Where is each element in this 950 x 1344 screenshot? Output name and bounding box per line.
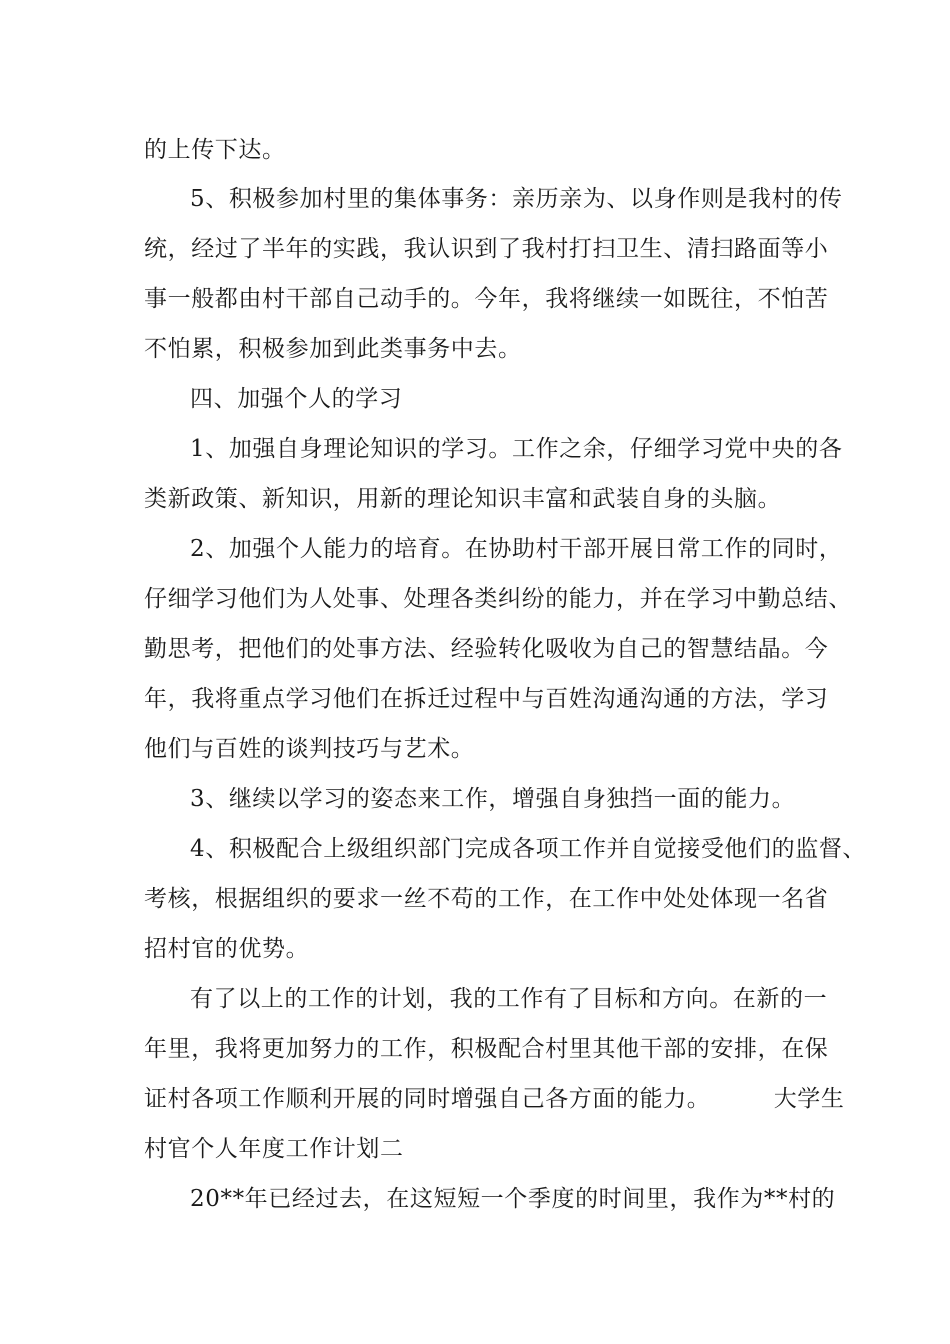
text-line: 年，我将重点学习他们在拆迁过程中与百姓沟通沟通的方法，学习 <box>144 686 829 712</box>
text-line: 20**年已经过去，在这短短一个季度的时间里，我作为**村的 <box>190 1186 836 1212</box>
text-line: 3、继续以学习的姿态来工作，增强自身独挡一面的能力。 <box>190 786 796 812</box>
text-line: 他们与百姓的谈判技巧与艺术。 <box>144 736 475 762</box>
text-line: 2、加强个人能力的培育。在协助村干部开展日常工作的同时， <box>190 536 843 562</box>
text-line: 有了以上的工作的计划，我的工作有了目标和方向。在新的一 <box>190 986 828 1012</box>
text-line: 事一般都由村干部自己动手的。今年，我将继续一如既往，不怕苦 <box>144 286 829 312</box>
text-line: 年里，我将更加努力的工作，积极配合村里其他干部的安排，在保 <box>144 1036 829 1062</box>
text-line: 考核，根据组织的要求一丝不苟的工作，在工作中处处体现一名省 <box>144 886 829 912</box>
text-line: 类新政策、新知识，用新的理论知识丰富和武装自身的头脑。 <box>144 486 782 512</box>
text-line: 不怕累，积极参加到此类事务中去。 <box>144 336 522 362</box>
text-line: 勤思考，把他们的处事方法、经验转化吸收为自己的智慧结晶。今 <box>144 636 829 662</box>
text-line: 的上传下达。 <box>144 137 286 163</box>
text-line: 5、积极参加村里的集体事务：亲历亲为、以身作则是我村的传 <box>190 186 843 212</box>
text-line: 统，经过了半年的实践，我认识到了我村打扫卫生、清扫路面等小 <box>144 236 829 262</box>
section-title: 村官个人年度工作计划二 <box>144 1136 404 1162</box>
section-heading: 四、加强个人的学习 <box>190 386 403 412</box>
text-line: 证村各项工作顺利开展的同时增强自己各方面的能力。 大学生 <box>144 1086 845 1112</box>
text-line: 招村官的优势。 <box>144 936 310 962</box>
text-line: 仔细学习他们为人处事、处理各类纠纷的能力，并在学习中勤总结、 <box>144 586 852 612</box>
text-line: 4、积极配合上级组织部门完成各项工作并自觉接受他们的监督、 <box>190 836 867 862</box>
text-line: 1、加强自身理论知识的学习。工作之余，仔细学习党中央的各 <box>190 436 843 462</box>
